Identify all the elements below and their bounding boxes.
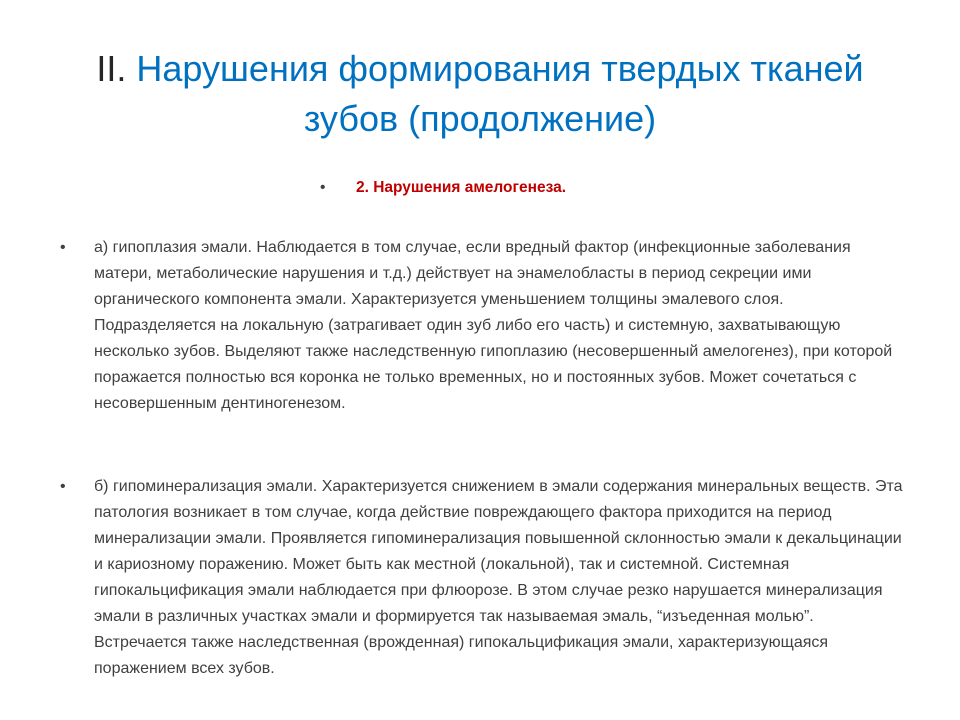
slide-title: [60, 44, 900, 144]
paragraph-hypoplasia: [60, 235, 906, 417]
paragraph-hypomineralization: [60, 474, 906, 682]
subheading-text: 2. Нарушения амелогенеза.: [356, 179, 567, 196]
title-numeral: II.: [96, 48, 127, 89]
bullet-icon: •: [60, 478, 66, 495]
paragraph-text: а) гипоплазия эмали. Наблюдается в том случае, если вредный фактор (инфекционные заболевания матери, метаболические нарушения и т.д.) действует на энамелобласты в период секреции ими органического компонента эмали. Характеризуется уменьшением толщины эмалевого слоя. Подразделяется на локальную (затрагивает один зуб либо его часть) и системную, захватывающую несколько зубов. Выделяют также наследственную гипоплазию (несовершенный амелогенез), при которой поражается полностью вся коронка не только временных, но и постоянных зубов. Может сочетаться с несовершенным дентиногенезом.: [94, 239, 893, 412]
bullet-icon: •: [320, 179, 326, 196]
paragraph-text: б) гипоминерализация эмали. Характеризуется снижением в эмали содержания минеральных веществ. Эта патология возникает в том случае, когда действие повреждающего фактора приходится на период минерализации эмали. Проявляется гипоминерализация повышенной склонностью эмали к декальцинации и кариозному поражению. Может быть как местной (локальной), так и системной. Системная гипокальцификация эмали наблюдается при флюорозе. В этом случае резко нарушается минерализация эмали в различных участках эмали и формируется так называемая эмаль, “изъеденная молью”. Встречается также наследственная (врожденная) гипокальцификация эмали, характеризующаяся поражением всех зубов.: [94, 478, 903, 677]
title-text: Нарушения формирования твердых тканей зубов (продолжение): [136, 48, 864, 139]
section-subheading: [320, 178, 566, 198]
bullet-icon: •: [60, 239, 66, 256]
